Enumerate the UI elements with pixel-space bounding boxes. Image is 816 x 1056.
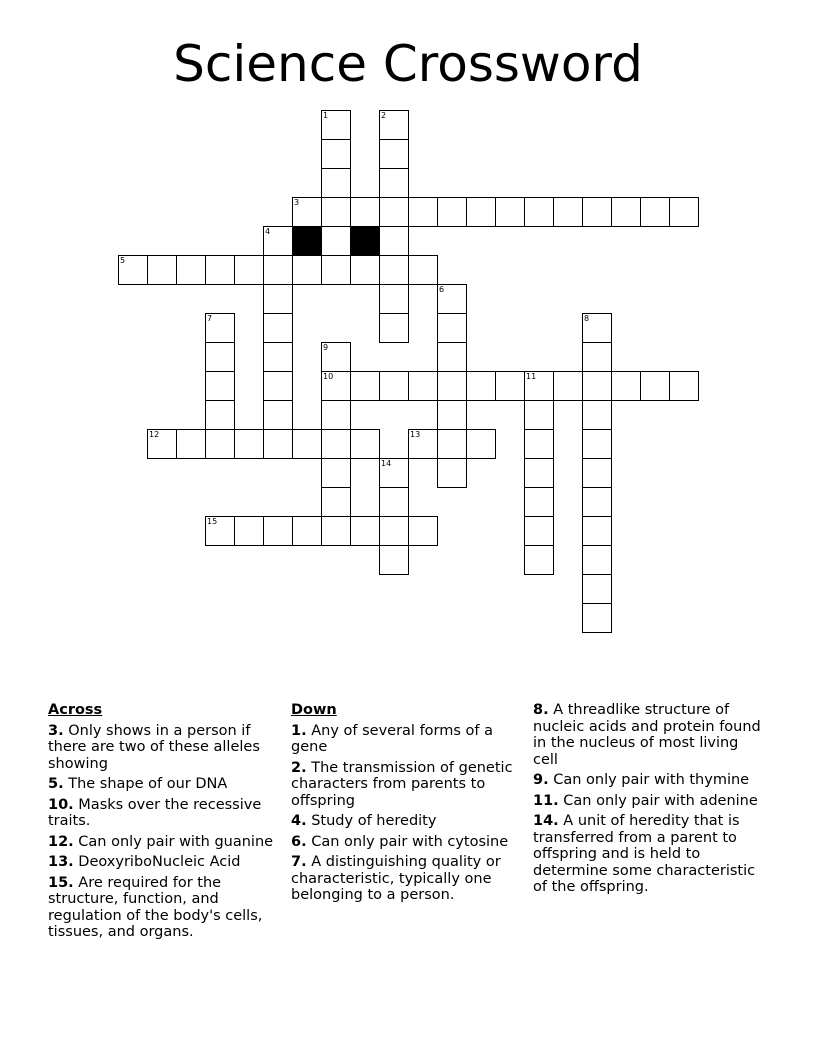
down-heading: Down	[291, 702, 337, 718]
across-clue	[48, 723, 276, 773]
crossword-cell[interactable]	[147, 429, 177, 459]
crossword-cell[interactable]	[379, 458, 409, 488]
crossword-cell[interactable]	[611, 197, 641, 227]
crossword-cell[interactable]	[205, 371, 235, 401]
crossword-cell[interactable]	[437, 400, 467, 430]
across-clue	[48, 834, 276, 851]
crossword-cell[interactable]	[524, 545, 554, 575]
crossword-cell[interactable]	[321, 516, 351, 546]
clue-num: 10.	[48, 796, 74, 813]
crossword-cell[interactable]	[379, 284, 409, 314]
clue-number: 15	[207, 517, 218, 526]
across-clue	[48, 875, 276, 941]
clue-num: 7.	[291, 854, 307, 870]
down-clues	[291, 702, 519, 908]
crossword-cell[interactable]	[350, 516, 380, 546]
clue-num: 12.	[48, 833, 74, 850]
blocked-cell	[350, 226, 380, 256]
clue-text: A distinguishing quality or characteristic, typically one belonging to a person.	[291, 854, 501, 903]
crossword-cell[interactable]	[582, 371, 612, 401]
clue-num: 13.	[48, 854, 74, 870]
clue-num: 5.	[48, 776, 64, 792]
clue-text: Can only pair with adenine	[558, 792, 758, 809]
crossword-cell[interactable]	[553, 197, 583, 227]
across-heading: Across	[48, 702, 103, 718]
crossword-cell[interactable]	[147, 255, 177, 285]
crossword-cell[interactable]	[466, 371, 496, 401]
clue-number: 7	[207, 314, 213, 323]
crossword-cell[interactable]	[437, 458, 467, 488]
clue-num: 8.	[533, 702, 549, 718]
crossword-cell[interactable]	[408, 371, 438, 401]
crossword-cell[interactable]	[350, 255, 380, 285]
crossword-cell[interactable]	[350, 429, 380, 459]
crossword-cell[interactable]	[263, 255, 293, 285]
down-clue	[533, 702, 761, 768]
crossword-cell[interactable]	[263, 429, 293, 459]
crossword-cell[interactable]	[379, 139, 409, 169]
down-clue	[533, 793, 761, 810]
crossword-cell[interactable]	[640, 197, 670, 227]
crossword-cell[interactable]	[205, 255, 235, 285]
clue-number: 12	[149, 430, 160, 439]
crossword-cell[interactable]	[582, 313, 612, 343]
crossword-cell[interactable]	[495, 197, 525, 227]
crossword-cell[interactable]	[379, 255, 409, 285]
clue-text: Can only pair with cytosine	[306, 833, 509, 850]
crossword-cell[interactable]	[582, 574, 612, 604]
across-clue	[48, 797, 276, 830]
clue-text: Masks over the recessive traits.	[48, 796, 262, 829]
crossword-cell[interactable]	[176, 429, 206, 459]
crossword-cell[interactable]	[437, 197, 467, 227]
crossword-cell[interactable]	[379, 110, 409, 140]
clue-text: A threadlike structure of nucleic acids and protein found in the nucleus of most living cell	[533, 702, 761, 768]
crossword-cell[interactable]	[292, 516, 322, 546]
clue-num: 6.	[291, 833, 307, 850]
crossword-cell[interactable]	[205, 516, 235, 546]
crossword-cell[interactable]	[466, 429, 496, 459]
crossword-cell[interactable]	[437, 342, 467, 372]
crossword-cell[interactable]	[321, 139, 351, 169]
clue-text: Are required for the structure, function, and regulation of the body's cells, tissues, and organs.	[48, 874, 263, 940]
crossword-cell[interactable]	[321, 110, 351, 140]
clue-number: 2	[381, 111, 387, 120]
blocked-cell	[292, 226, 322, 256]
crossword-cell[interactable]	[437, 371, 467, 401]
crossword-cell[interactable]	[582, 342, 612, 372]
clue-num: 9.	[533, 772, 549, 788]
crossword-cell[interactable]	[582, 458, 612, 488]
crossword-cell[interactable]	[205, 400, 235, 430]
crossword-cell[interactable]	[379, 487, 409, 517]
crossword-cell[interactable]	[582, 487, 612, 517]
down-clue	[291, 834, 519, 851]
crossword-cell[interactable]	[669, 197, 699, 227]
crossword-cell[interactable]	[263, 516, 293, 546]
crossword-cell[interactable]	[582, 603, 612, 633]
down-clue	[533, 813, 761, 896]
across-clue	[48, 776, 276, 793]
clue-text: A unit of heredity that is transferred from a parent to offspring and is held to determine some characteristic of the offspring.	[533, 813, 756, 895]
clue-text: Study of heredity	[306, 813, 437, 829]
crossword-cell[interactable]	[495, 371, 525, 401]
crossword-cell[interactable]	[379, 516, 409, 546]
clue-text: Can only pair with thymine	[548, 772, 750, 788]
clue-number: 10	[323, 372, 334, 381]
crossword-cell[interactable]	[292, 255, 322, 285]
crossword-cell[interactable]	[205, 429, 235, 459]
crossword-cell[interactable]	[669, 371, 699, 401]
clue-number: 9	[323, 343, 329, 352]
crossword-cell[interactable]	[321, 458, 351, 488]
clue-num: 1.	[291, 722, 307, 739]
crossword-cell[interactable]	[176, 255, 206, 285]
clue-text: Only shows in a person if there are two of these alleles showing	[48, 722, 260, 772]
crossword-cell[interactable]	[437, 429, 467, 459]
crossword-cell[interactable]	[408, 429, 438, 459]
crossword-cell[interactable]	[524, 487, 554, 517]
crossword-cell[interactable]	[466, 197, 496, 227]
crossword-cell[interactable]	[524, 429, 554, 459]
down-clue	[291, 813, 519, 830]
across-clues	[48, 702, 276, 945]
crossword-cell[interactable]	[263, 313, 293, 343]
across-clue	[48, 854, 276, 871]
down-clue	[291, 723, 519, 756]
crossword-cell[interactable]	[263, 342, 293, 372]
clue-number: 1	[323, 111, 329, 120]
crossword-cell[interactable]	[379, 226, 409, 256]
clue-number: 8	[584, 314, 590, 323]
crossword-cell[interactable]	[582, 197, 612, 227]
crossword-cell[interactable]	[582, 400, 612, 430]
clue-text: Any of several forms of a gene	[291, 722, 494, 755]
clue-number: 5	[120, 256, 126, 265]
down-clue	[291, 854, 519, 904]
crossword-cell[interactable]	[379, 371, 409, 401]
crossword-cell[interactable]	[379, 168, 409, 198]
clue-num: 15.	[48, 874, 74, 891]
clue-number: 4	[265, 227, 271, 236]
crossword-cell[interactable]	[205, 313, 235, 343]
crossword-cell[interactable]	[263, 226, 293, 256]
crossword-cell[interactable]	[437, 313, 467, 343]
clue-number: 3	[294, 198, 300, 207]
crossword-cell[interactable]	[379, 197, 409, 227]
crossword-cell[interactable]	[408, 197, 438, 227]
crossword-cell[interactable]	[379, 545, 409, 575]
crossword-cell[interactable]	[408, 255, 438, 285]
down-clue	[291, 760, 519, 810]
clue-text: The transmission of genetic characters from parents to offspring	[291, 759, 513, 809]
crossword-cell[interactable]	[524, 197, 554, 227]
crossword-cell[interactable]	[321, 168, 351, 198]
clue-num: 11.	[533, 792, 559, 809]
crossword-cell[interactable]	[292, 197, 322, 227]
crossword-cell[interactable]	[205, 342, 235, 372]
crossword-cell[interactable]	[611, 371, 641, 401]
crossword-cell[interactable]	[553, 371, 583, 401]
crossword-cell[interactable]	[640, 371, 670, 401]
page-title: Science Crossword	[173, 35, 643, 93]
crossword-cell[interactable]	[234, 255, 264, 285]
crossword-cell[interactable]	[350, 371, 380, 401]
crossword-cell[interactable]	[321, 400, 351, 430]
crossword-cell[interactable]	[524, 371, 554, 401]
crossword-cell[interactable]	[234, 429, 264, 459]
crossword-cell[interactable]	[582, 545, 612, 575]
down-clues-continued	[533, 702, 761, 900]
crossword-cell[interactable]	[321, 487, 351, 517]
crossword-cell[interactable]	[408, 516, 438, 546]
clue-text: Can only pair with guanine	[73, 833, 274, 850]
clue-number: 14	[381, 459, 392, 468]
clue-number: 13	[410, 430, 421, 439]
clue-number: 6	[439, 285, 445, 294]
crossword-cell[interactable]	[582, 516, 612, 546]
clue-text: The shape of our DNA	[63, 776, 228, 792]
crossword-cell[interactable]	[524, 400, 554, 430]
clue-num: 3.	[48, 722, 64, 739]
crossword-cell[interactable]	[321, 371, 351, 401]
crossword-cell[interactable]	[321, 255, 351, 285]
crossword-cell[interactable]	[524, 458, 554, 488]
crossword-cell[interactable]	[321, 197, 351, 227]
clue-num: 4.	[291, 813, 307, 829]
crossword-cell[interactable]	[234, 516, 264, 546]
crossword-cell[interactable]	[524, 516, 554, 546]
crossword-cell[interactable]	[263, 371, 293, 401]
clue-num: 14.	[533, 813, 559, 829]
crossword-cell[interactable]	[321, 429, 351, 459]
crossword-cell[interactable]	[321, 342, 351, 372]
crossword-cell[interactable]	[263, 400, 293, 430]
crossword-cell[interactable]	[350, 197, 380, 227]
crossword-cell[interactable]	[292, 429, 322, 459]
crossword-cell[interactable]	[437, 284, 467, 314]
crossword-cell[interactable]	[379, 313, 409, 343]
down-clue	[533, 772, 761, 789]
crossword-cell[interactable]	[582, 429, 612, 459]
crossword-cell[interactable]	[263, 284, 293, 314]
clue-text: DeoxyriboNucleic Acid	[73, 854, 241, 870]
clue-number: 11	[526, 372, 537, 381]
crossword-cell[interactable]	[118, 255, 148, 285]
clue-num: 2.	[291, 759, 307, 776]
